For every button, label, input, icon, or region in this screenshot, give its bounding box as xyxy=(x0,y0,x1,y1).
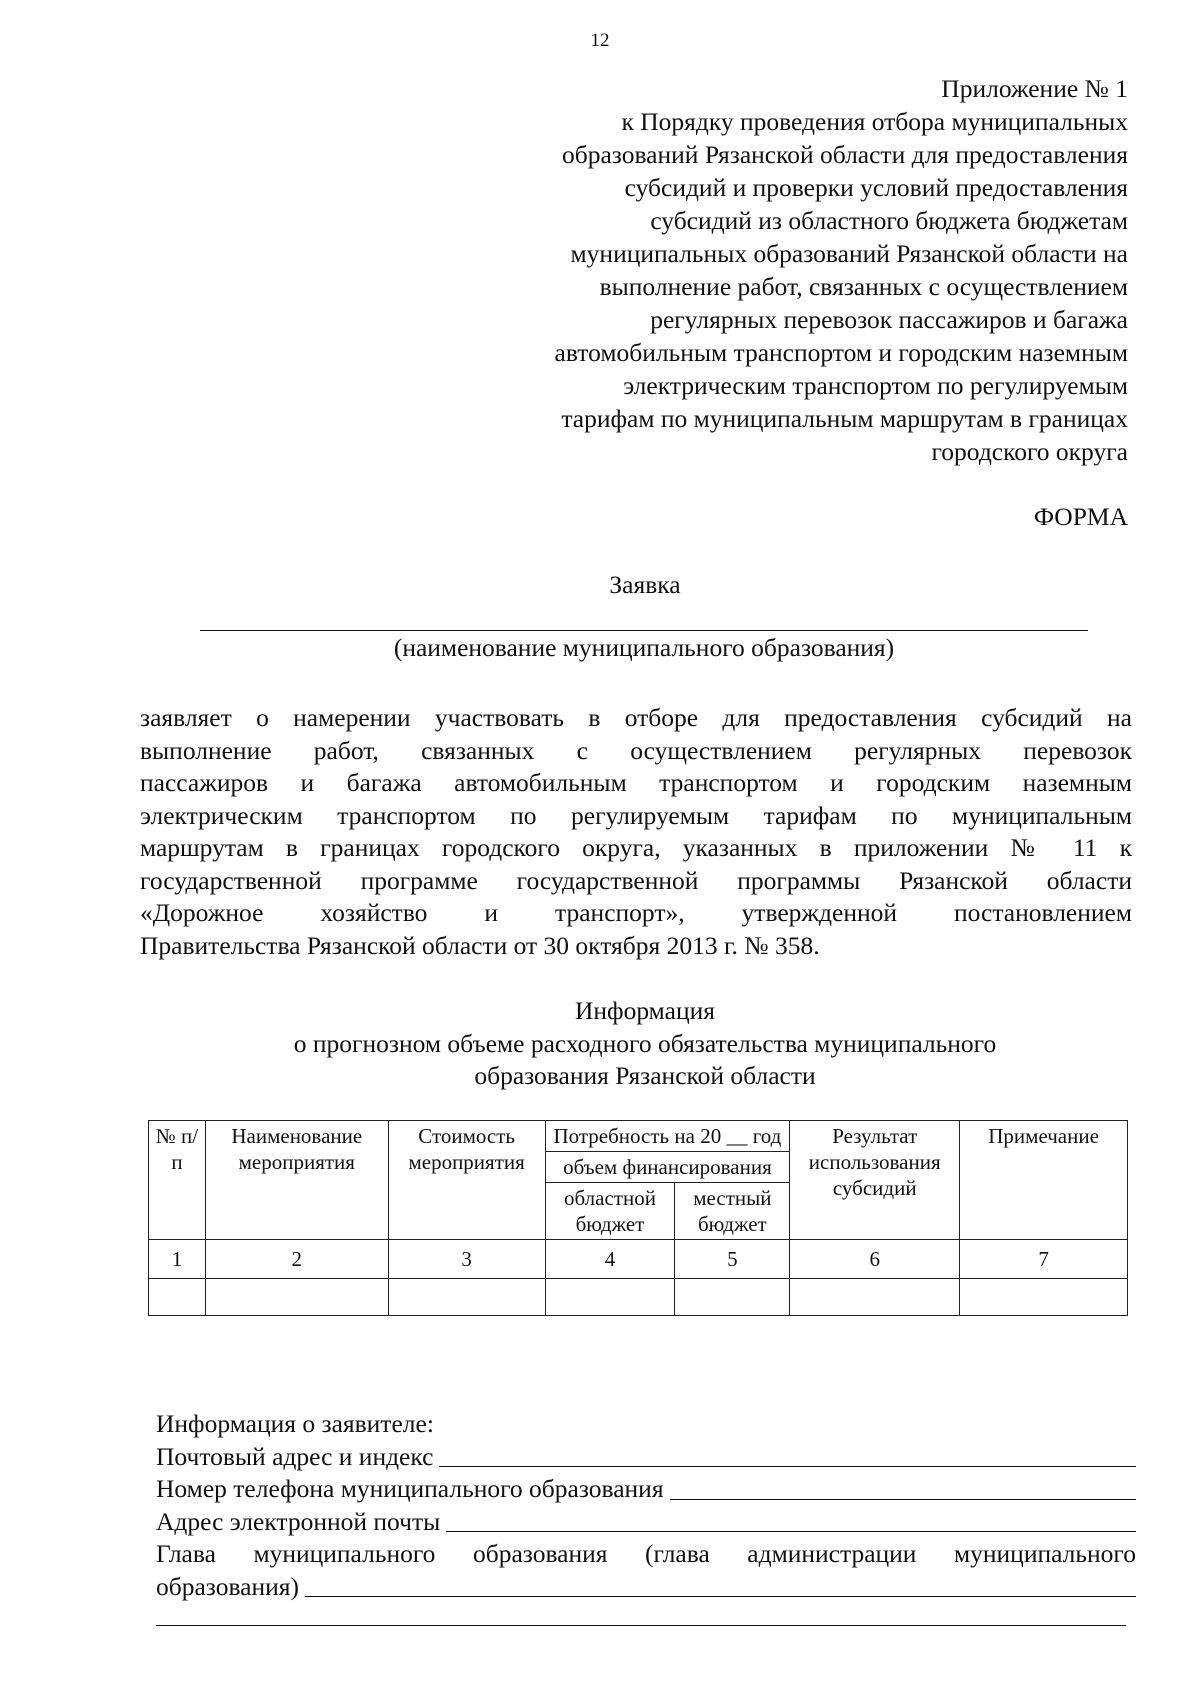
table-cell[interactable] xyxy=(388,1279,545,1316)
table-cell[interactable] xyxy=(545,1279,675,1316)
appendix-line: городского округа xyxy=(931,437,1128,466)
column-number: 3 xyxy=(388,1240,545,1279)
head-label-end: образования) xyxy=(156,1571,300,1601)
appendix-line: к Порядку проведения отбора муниципальных xyxy=(621,107,1128,136)
body-line: электрическим транспортом по регулируемым тарифам по муниципальным xyxy=(140,800,1132,830)
applicant-info xyxy=(156,1408,1136,1603)
postal-address-label: Почтовый адрес и индекс xyxy=(156,1441,434,1471)
email-blank[interactable] xyxy=(446,1530,1136,1532)
appendix-line: субсидий из областного бюджета бюджетам xyxy=(650,206,1128,235)
postal-address-field xyxy=(156,1441,1136,1474)
body-line: пассажиров и багажа автомобильным транспортом и городским наземным xyxy=(140,768,1132,797)
appendix-line: автомобильным транспортом и городским наземным xyxy=(554,338,1128,367)
application-title: Заявка xyxy=(609,570,681,599)
email-field xyxy=(156,1506,1136,1539)
body-line: Правительства Рязанской области от 30 октября 2013 г. № 358. xyxy=(140,930,820,960)
appendix-line: образований Рязанской области для предоставления xyxy=(562,140,1128,169)
body-line: маршрутам в границах городского округа, указанных в приложении № 11 к xyxy=(140,833,1132,862)
header-regional-budget: областной бюджет xyxy=(545,1183,675,1240)
info-title-line: о прогнозном объеме расходного обязательства муниципального xyxy=(293,1028,997,1058)
info-title xyxy=(0,995,1200,1093)
form-label: ФОРМА xyxy=(1033,502,1128,531)
application-body xyxy=(140,702,1132,962)
table-cell[interactable] xyxy=(675,1279,790,1316)
email-label: Адрес электронной почты xyxy=(156,1506,441,1536)
column-number: 2 xyxy=(205,1240,388,1279)
body-line: государственной программе государственной программы Рязанской области xyxy=(140,865,1132,895)
column-number-row xyxy=(149,1240,1128,1279)
column-number: 6 xyxy=(790,1240,960,1279)
appendix-line: субсидий и проверки условий предоставления xyxy=(624,173,1128,202)
appendix-line: выполнение работ, связанных с осуществлением xyxy=(599,272,1128,301)
appendix-line: тарифам по муниципальным маршрутам в границах xyxy=(561,404,1128,433)
page-number: 12 xyxy=(590,30,610,51)
table-cell[interactable] xyxy=(205,1279,388,1316)
phone-blank[interactable] xyxy=(670,1498,1136,1500)
column-number: 5 xyxy=(675,1240,790,1279)
appendix-line: электрическим транспортом по регулируемым xyxy=(623,371,1128,400)
header-name: Наименование мероприятия xyxy=(205,1121,388,1240)
table-cell[interactable] xyxy=(149,1279,206,1316)
head-field xyxy=(156,1571,1136,1604)
appendix-header xyxy=(408,72,1128,468)
header-cost: Стоимость мероприятия xyxy=(388,1121,545,1240)
body-line: «Дорожное хозяйство и транспорт», утвержденной постановлением xyxy=(140,898,1132,927)
municipality-name-caption: (наименование муниципального образования) xyxy=(393,633,895,662)
funding-table xyxy=(148,1120,1128,1316)
body-line: заявляет о намерении участвовать в отборе для предоставления субсидий на xyxy=(140,703,1132,732)
postal-address-blank[interactable] xyxy=(439,1465,1136,1467)
table-row xyxy=(149,1279,1128,1316)
phone-label: Номер телефона муниципального образования xyxy=(156,1474,664,1503)
applicant-title: Информация о заявителе: xyxy=(156,1409,434,1438)
header-note: Примечание xyxy=(960,1121,1128,1240)
header-local-budget: местный бюджет xyxy=(675,1183,790,1240)
head-blank[interactable] xyxy=(305,1595,1136,1597)
appendix-line: муниципальных образований Рязанской области на xyxy=(570,239,1128,268)
column-number: 1 xyxy=(149,1240,206,1279)
header-volume: объем финансирования xyxy=(545,1152,790,1183)
extra-blank-line[interactable] xyxy=(156,1625,1126,1626)
column-number: 4 xyxy=(545,1240,675,1279)
header-need: Потребность на 20 __ год xyxy=(545,1121,790,1152)
table-cell[interactable] xyxy=(790,1279,960,1316)
body-line: выполнение работ, связанных с осуществлением регулярных перевозок xyxy=(140,735,1132,765)
municipality-name-line xyxy=(200,630,1088,631)
info-title-line: Информация xyxy=(574,996,715,1025)
table-cell[interactable] xyxy=(960,1279,1128,1316)
header-num: № п/п xyxy=(149,1121,206,1240)
header-result: Результат использования субсидий xyxy=(790,1121,960,1240)
info-title-line: образования Рязанской области xyxy=(474,1061,816,1090)
phone-field xyxy=(156,1473,1136,1506)
column-number: 7 xyxy=(960,1240,1128,1279)
appendix-line: Приложение № 1 xyxy=(941,74,1128,103)
appendix-line: регулярных перевозок пассажиров и багажа xyxy=(650,305,1128,334)
head-label-line: Глава муниципального образования (глава администрации муниципального xyxy=(156,1539,1136,1568)
